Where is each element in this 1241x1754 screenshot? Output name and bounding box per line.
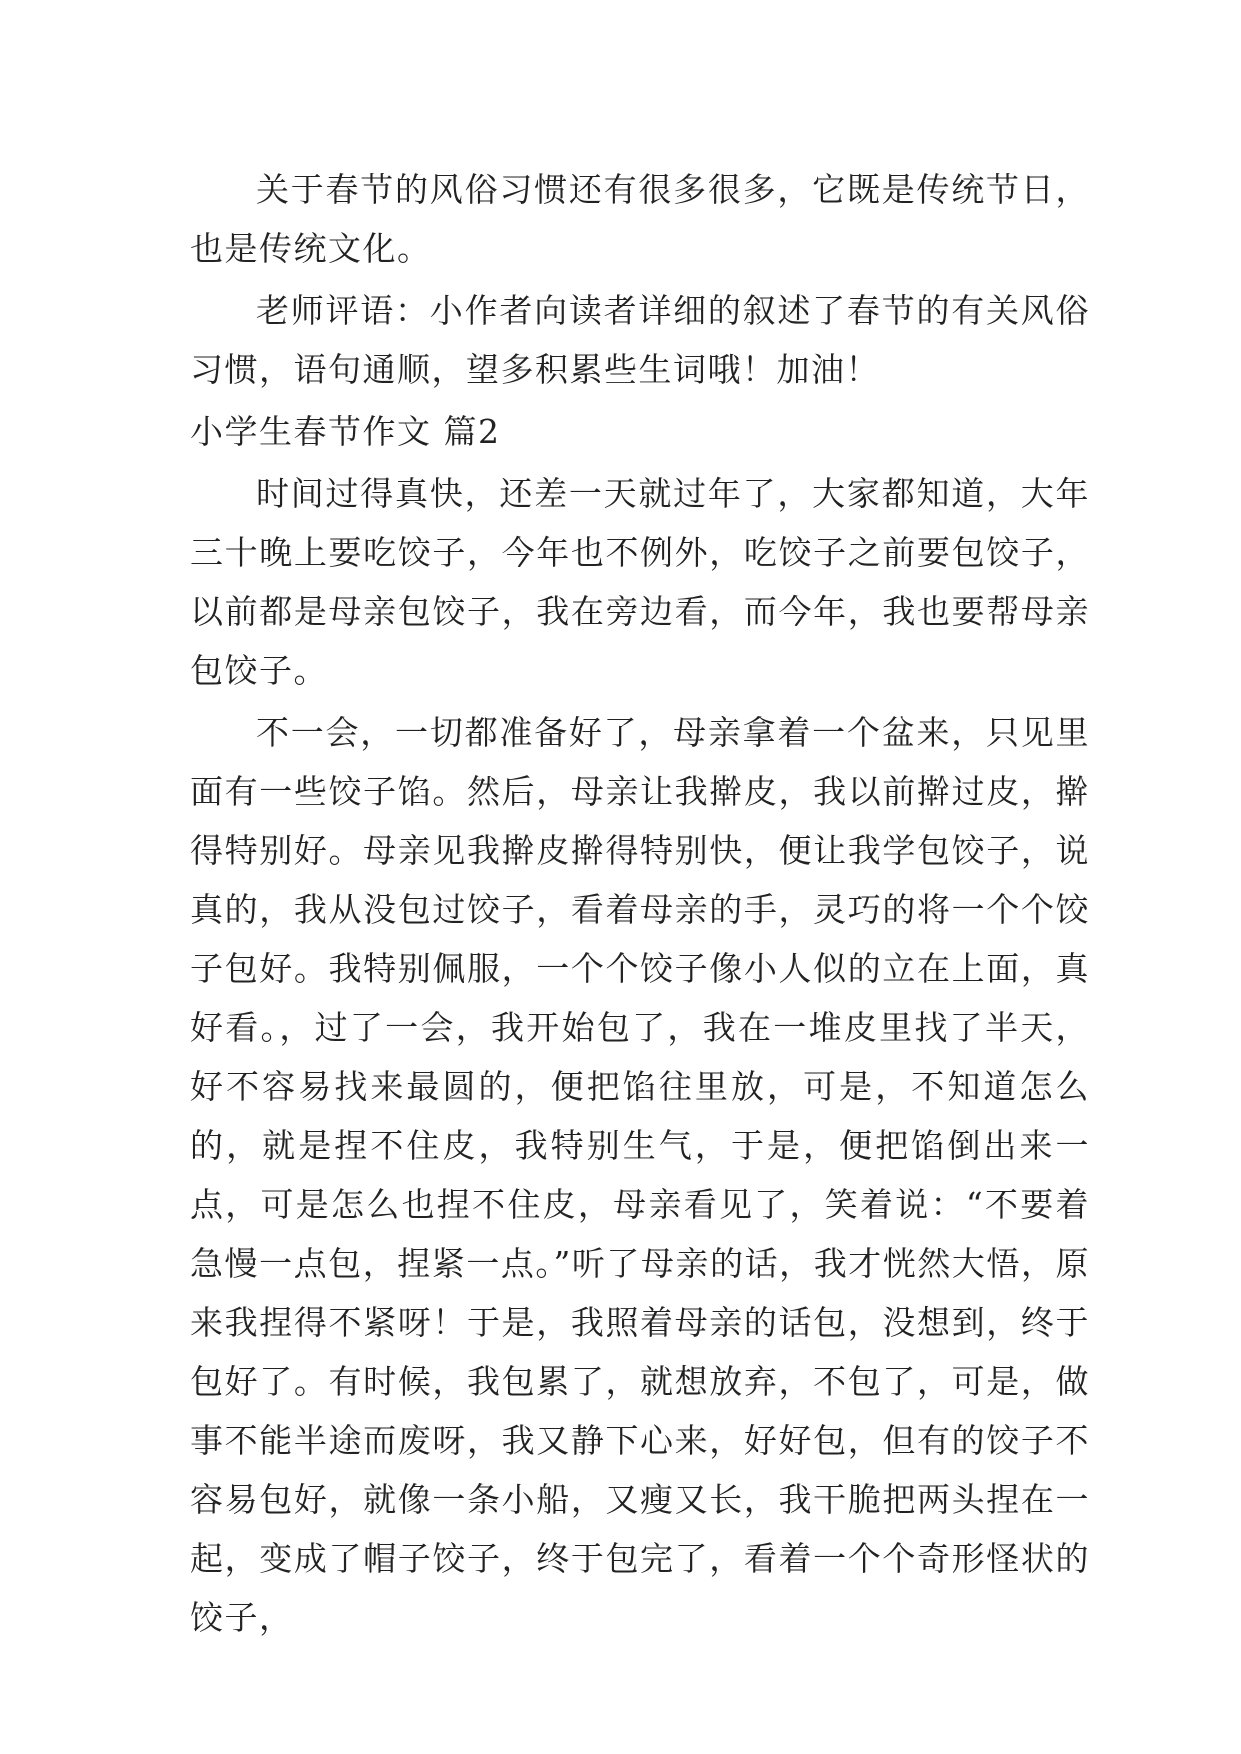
paragraph-new-year-eve: 时间过得真快，还差一天就过年了，大家都知道，大年三十晚上要吃饺子，今年也不例外，吃饺子之前要包饺子，以前都是母亲包饺子，我在旁边看，而今年，我也要帮母亲包饺子。 — [190, 474, 1090, 690]
paragraph-making-dumplings: 不一会，一切都准备好了，母亲拿着一个盆来，只见里面有一些饺子馅。然后，母亲让我擀皮，我以前擀过皮，擀得特别好。母亲见我擀皮擀得特别快，便让我学包饺子，说真的，我从没包过饺子，看着母亲的手，灵巧的将一个个饺子包好。我特别佩服，一个个饺子像小人似的立在上面，真好看。，过了一会，我开始包了，我在一堆皮里找了半天，好不容易找来最圆的，便把馅往里放，可是，不知道怎么的，就是捏不住皮，我特别生气，于是，便把馅倒出来一点，可是怎么也捏不住皮，母亲看见了，笑着说：“不要着急慢一点包，捏紧一点。”听了母亲的话，我才恍然大悟，原来我捏得不紧呀！于是，我照着母亲的话包，没想到，终于包好了。有时候，我包累了，就想放弃，不包了，可是，做事不能半途而废呀，我又静下心来，好好包，但有的饺子不容易包好，就像一条小船，又瘦又长，我干脆把两头捏在一起，变成了帽子饺子，终于包完了，看着一个个奇形怪状的饺子， — [190, 713, 1090, 1637]
paragraph-teacher-comment: 老师评语：小作者向读者详细的叙述了春节的有关风俗习惯，语句通顺，望多积累些生词哦！加油！ — [190, 291, 1090, 389]
section-title: 小学生春节作文 篇2 — [190, 412, 501, 451]
document-body — [190, 160, 1090, 1650]
paragraph-customs-conclusion: 关于春节的风俗习惯还有很多很多，它既是传统节日，也是传统文化。 — [190, 170, 1090, 268]
